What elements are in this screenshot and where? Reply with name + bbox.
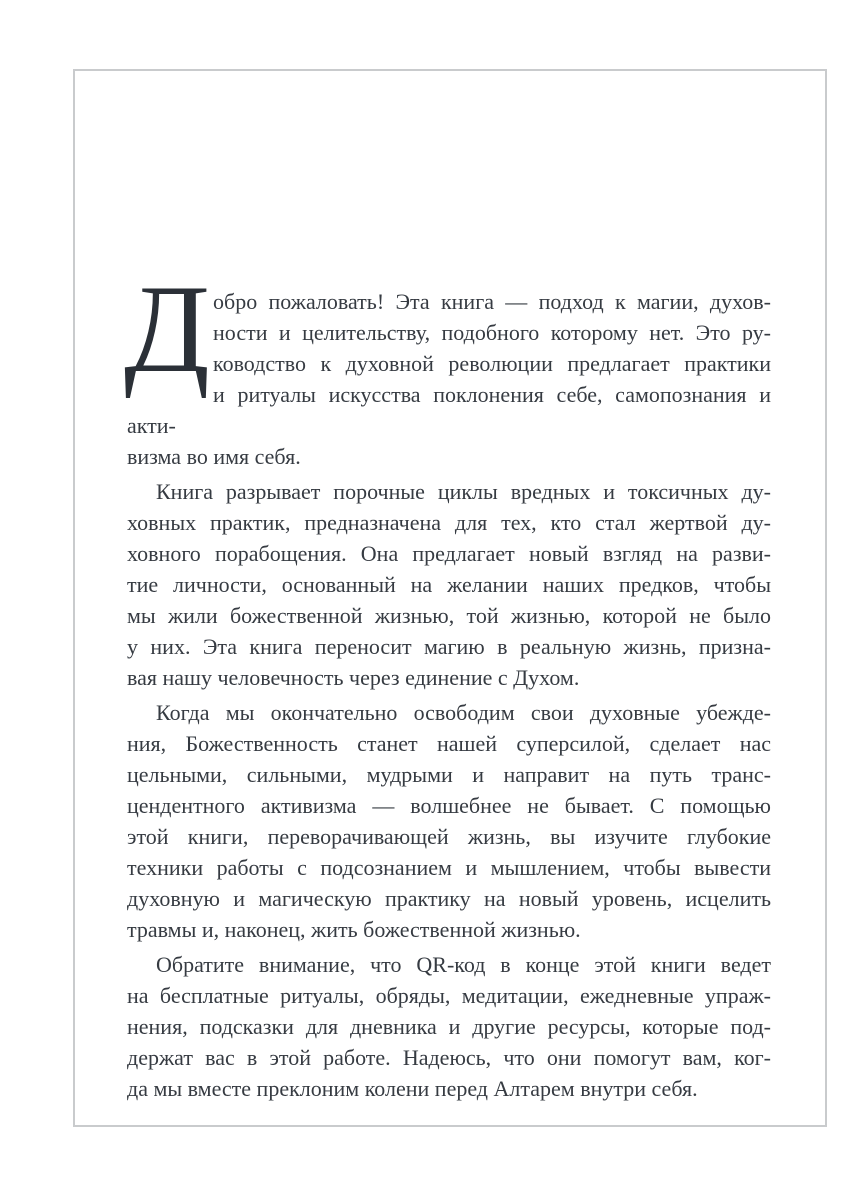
text-line: ководство к духовной революции предлагает практики [213, 351, 771, 376]
text-line: цендентного активизма — волшебнее не бывает. С помощью [127, 793, 771, 818]
text-line: техники работы с подсознанием и мышлением, чтобы вывести [127, 855, 771, 880]
text-line: духовную и магическую практику на новый уровень, исцелить [127, 886, 771, 911]
text-line: травмы и, наконец, жить божественной жизнью. [127, 917, 581, 942]
text-line: у них. Эта книга переносит магию в реальную жизнь, призна- [127, 634, 771, 659]
text-line: на бесплатные ритуалы, обряды, медитации, ежедневные упраж- [127, 983, 771, 1008]
paragraph [127, 949, 771, 1104]
text-line: ховных практик, предназначена для тех, кто стал жертвой ду- [127, 510, 771, 535]
text-line: и ритуалы искусства поклонения себе, самопознания и акти- [127, 382, 771, 438]
text-line: мы жили божественной жизнью, той жизнью, которой не было [127, 603, 771, 628]
text-line: ности и целительству, подобного которому нет. Это ру- [213, 320, 771, 345]
paragraph [127, 476, 771, 693]
text-line: нения, подсказки для дневника и другие ресурсы, которые под- [127, 1014, 771, 1039]
drop-cap: Д [124, 260, 210, 399]
paragraph [124, 260, 771, 472]
text-line: этой книги, переворачивающей жизнь, вы изучите глубокие [127, 824, 771, 849]
text-line: тие личности, основанный на желании наших предков, чтобы [127, 572, 771, 597]
text-line: Когда мы окончательно освободим свои духовные убежде- [156, 700, 771, 725]
text-line: цельными, сильными, мудрыми и направит на путь транс- [127, 762, 771, 787]
text-line: ховного порабощения. Она предлагает новый взгляд на разви- [127, 541, 771, 566]
text-line: держат вас в этой работе. Надеюсь, что они помогут вам, ког- [127, 1045, 771, 1070]
text-line: обро пожаловать! Эта книга — подход к магии, духов- [213, 289, 771, 314]
book-page [73, 69, 827, 1127]
paragraph [127, 697, 771, 945]
text-line: да мы вместе преклоним колени перед Алтарем внутри себя. [127, 1076, 698, 1101]
text-line: Обратите внимание, что QR-код в конце этой книги ведет [156, 952, 771, 977]
text-line: Книга разрывает порочные циклы вредных и токсичных ду- [156, 479, 771, 504]
text-line: ния, Божественность станет нашей суперсилой, сделает нас [127, 731, 771, 756]
text-column [124, 260, 771, 1108]
text-line: вая нашу человечность через единение с Духом. [127, 665, 580, 690]
text-line: визма во имя себя. [127, 444, 301, 469]
